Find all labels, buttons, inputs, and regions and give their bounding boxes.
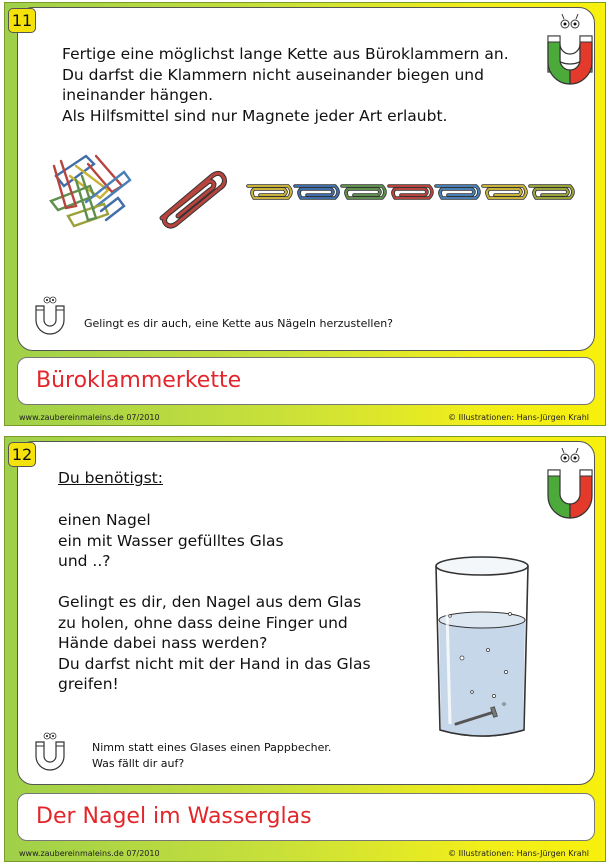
paperclip-chain-illustration (244, 180, 584, 204)
footer-website: www.zaubereinmaleins.de 07/2010 (19, 413, 160, 422)
hint-text: Gelingt es dir auch, eine Kette aus Nägeln herzustellen? (84, 317, 394, 330)
small-magnet-icon (32, 292, 68, 336)
horseshoe-magnet-icon (540, 12, 600, 84)
materials-list (58, 510, 284, 572)
task-line: zu holen, ohne dass deine Finger und (58, 613, 348, 632)
horseshoe-magnet-icon (540, 446, 600, 518)
task-text (58, 592, 371, 695)
card-content-panel (17, 441, 595, 785)
chain-paperclip (295, 186, 338, 198)
hint-line: Was fällt dir auf? (92, 757, 185, 770)
footer-credits: © Illustrationen: Hans-Jürgen Krahl (448, 413, 589, 422)
hint-text (92, 740, 331, 772)
small-magnet-icon (32, 728, 68, 772)
task-line: Du darfst nicht mit der Hand in das Glas (58, 654, 371, 673)
task-line: Hände dabei nass werden? (58, 634, 268, 652)
task-line: Fertige eine möglichst lange Kette aus Büroklammern an. (62, 45, 509, 63)
material-item: ein mit Wasser gefülltes Glas (58, 531, 284, 550)
paperclip-pile-illustration (46, 146, 136, 236)
chain-paperclip (436, 186, 479, 198)
material-item: einen Nagel (58, 511, 151, 529)
task-line: Gelingt es dir, den Nagel aus dem Glas (58, 593, 362, 611)
card-content-panel (17, 7, 595, 351)
chain-paperclip (248, 186, 291, 198)
task-text (62, 44, 509, 126)
material-item: und ..? (58, 552, 111, 570)
single-paperclip-illustration (154, 170, 234, 230)
card-number: 11 (8, 8, 36, 33)
chain-paperclip (483, 186, 526, 198)
chain-paperclip (389, 186, 432, 198)
card-number: 12 (8, 442, 36, 467)
materials-heading: Du benötigst: (58, 469, 163, 487)
water-glass-illustration (432, 554, 532, 744)
footer-credits: © Illustrationen: Hans-Jürgen Krahl (448, 849, 589, 858)
chain-paperclip (342, 186, 385, 198)
hint-line: Nimm statt eines Glases einen Pappbecher. (92, 741, 332, 754)
task-line: greifen! (58, 675, 119, 693)
task-line: Als Hilfsmittel sind nur Magnete jeder Art erlaubt. (62, 106, 448, 125)
task-card-11 (4, 2, 606, 426)
footer-website: www.zaubereinmaleins.de 07/2010 (19, 849, 160, 858)
card-title: Büroklammerkette (17, 357, 595, 405)
task-line: ineinander hängen. (62, 86, 214, 104)
task-line: Du darfst die Klammern nicht auseinander biegen und (62, 65, 484, 84)
chain-paperclip (530, 186, 573, 198)
card-title: Der Nagel im Wasserglas (17, 793, 595, 841)
task-card-12 (4, 436, 606, 862)
